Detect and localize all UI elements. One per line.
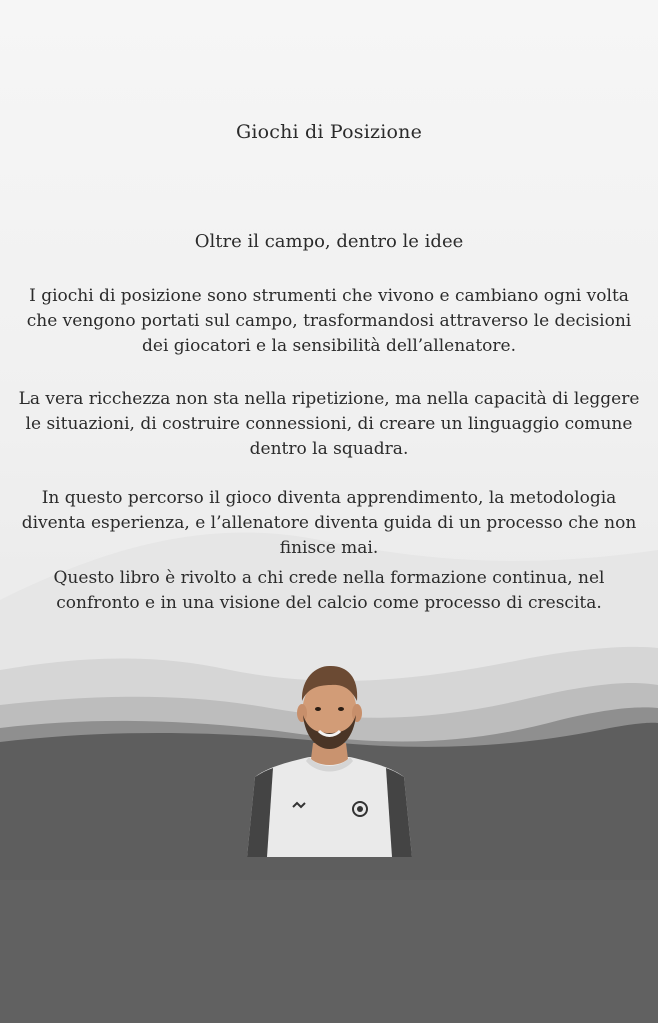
book-title: Giochi di Posizione bbox=[235, 121, 423, 143]
book-subtitle: Oltre il campo, dentro le idee bbox=[194, 231, 464, 252]
paragraph-3: In questo percorso il gioco diventa apprendimento, la metodologia diventa esperienza, e l’allenatore diventa guida di un processo che non finisce mai. bbox=[21, 488, 637, 558]
paragraph-2: La vera ricchezza non sta nella ripetizione, ma nella capacità di leggere le situazioni, di costruire connessioni, di creare un linguaggio comune dentro la squadra. bbox=[18, 389, 640, 459]
paragraph-1: I giochi di posizione sono strumenti che vivono e cambiano ogni volta che vengono portati sul campo, trasformandosi attraverso le decisioni dei giocatori e la sensibilità dell’allenatore. bbox=[26, 286, 632, 356]
paragraph-4: Questo libro è rivolto a chi crede nella formazione continua, nel confronto e in una visione del calcio come processo di crescita. bbox=[53, 568, 605, 613]
author-portrait-icon bbox=[247, 657, 412, 857]
wave-bottom-gradient bbox=[0, 880, 658, 1023]
